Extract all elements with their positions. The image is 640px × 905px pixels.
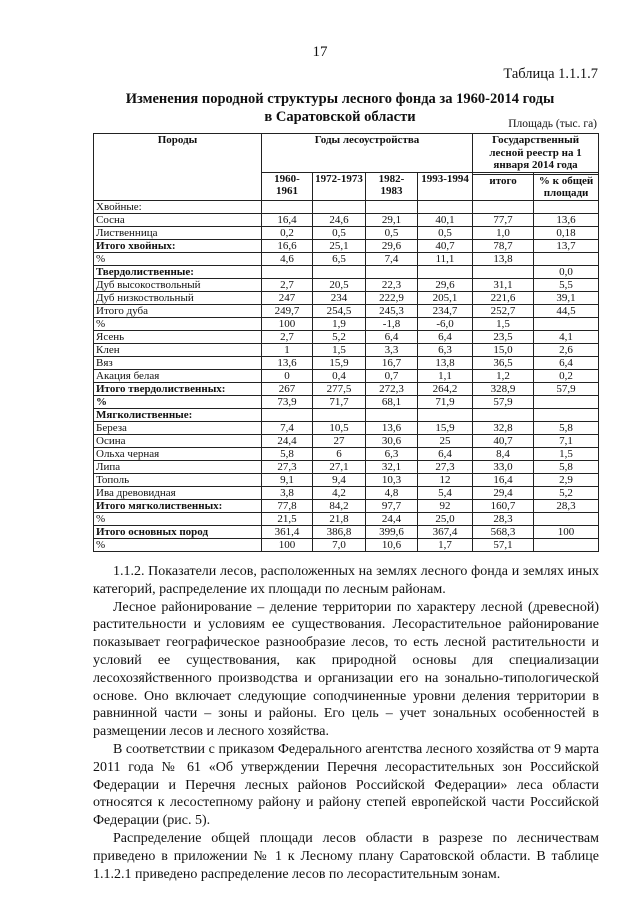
title-line-2: в Саратовской области (264, 109, 416, 125)
species-name-cell: % (94, 317, 262, 330)
value-cell: 13,6 (366, 421, 418, 434)
header-survey-years: Годы лесоустройства (262, 134, 473, 173)
value-cell: 12 (418, 473, 473, 486)
value-cell: 24,4 (262, 434, 313, 447)
value-cell: 1 (262, 343, 313, 356)
value-cell: 23,5 (473, 330, 534, 343)
value-cell (473, 408, 534, 421)
value-cell: 0,2 (262, 226, 313, 239)
table-row (94, 447, 599, 460)
value-cell: 0,5 (366, 226, 418, 239)
value-cell: 28,3 (473, 512, 534, 525)
value-cell: 254,5 (313, 304, 366, 317)
value-cell: 15,9 (313, 356, 366, 369)
species-name-cell: Сосна (94, 213, 262, 226)
value-cell: 78,7 (473, 239, 534, 252)
value-cell: 40,7 (473, 434, 534, 447)
value-cell: 2,7 (262, 278, 313, 291)
value-cell: 361,4 (262, 525, 313, 538)
value-cell: 20,5 (313, 278, 366, 291)
table-row (94, 499, 599, 512)
value-cell: 33,0 (473, 460, 534, 473)
value-cell: 6,4 (418, 330, 473, 343)
value-cell: 100 (262, 317, 313, 330)
value-cell: 0,7 (366, 369, 418, 382)
value-cell: 22,3 (366, 278, 418, 291)
value-cell: 71,7 (313, 395, 366, 408)
table-row (94, 460, 599, 473)
species-name-cell: Лиственница (94, 226, 262, 239)
value-cell: 264,2 (418, 382, 473, 395)
species-name-cell: Клен (94, 343, 262, 356)
value-cell: 7,4 (262, 421, 313, 434)
value-cell (313, 408, 366, 421)
value-cell: 3,8 (262, 486, 313, 499)
table-row (94, 512, 599, 525)
value-cell: 6,4 (366, 330, 418, 343)
value-cell: 29,6 (418, 278, 473, 291)
value-cell: 15,0 (473, 343, 534, 356)
value-cell: 57,9 (473, 395, 534, 408)
value-cell: 40,7 (418, 239, 473, 252)
value-cell: 2,6 (534, 343, 599, 356)
table-row (94, 278, 599, 291)
value-cell: 5,2 (534, 486, 599, 499)
value-cell: 10,5 (313, 421, 366, 434)
table-row (94, 239, 599, 252)
value-cell: 10,3 (366, 473, 418, 486)
value-cell: 31,1 (473, 278, 534, 291)
paragraph: Лесное районирование – деление территории по характеру лесной (древесной) растительности и условиям ее существования. Лесорастительное районирование показывает географическое разнообразие лесов, то есть лесной растительности и условий ее существования, как природной основы для специализации лесохозяйственного производства и организации его на зонально-типологической основе. Оно включает следующие соподчиненные уровни деления территории в равнинной части – зоны и районы. Его цель – учет зональных особенностей в размещении лесов и лесного хозяйства. (93, 599, 599, 740)
value-cell: 97,7 (366, 499, 418, 512)
value-cell: 32,1 (366, 460, 418, 473)
value-cell: 71,9 (418, 395, 473, 408)
species-name-cell: Ясень (94, 330, 262, 343)
species-name-cell: Мягколиственные: (94, 408, 262, 421)
table-row (94, 200, 599, 213)
value-cell: 8,4 (473, 447, 534, 460)
value-cell: 13,6 (262, 356, 313, 369)
value-cell (418, 200, 473, 213)
value-cell: 2,9 (534, 473, 599, 486)
table-row (94, 213, 599, 226)
value-cell: 100 (534, 525, 599, 538)
value-cell: 6,3 (366, 447, 418, 460)
value-cell: 29,1 (366, 213, 418, 226)
value-cell (262, 265, 313, 278)
header-registry: Государственный лесной реестр на 1 января 2014 года (473, 134, 599, 173)
table-row (94, 356, 599, 369)
value-cell: -1,8 (366, 317, 418, 330)
value-cell: 16,6 (262, 239, 313, 252)
value-cell: 234,7 (418, 304, 473, 317)
header-total: итого (473, 174, 534, 200)
value-cell: 160,7 (473, 499, 534, 512)
value-cell: 25,0 (418, 512, 473, 525)
value-cell: 27,1 (313, 460, 366, 473)
value-cell: 6 (313, 447, 366, 460)
paragraph: 1.1.2. Показатели лесов, расположенных на землях лесного фонда и землях иных категорий, распределение их площади по лесным районам. (93, 564, 599, 597)
value-cell: 57,9 (534, 382, 599, 395)
value-cell: 1,0 (473, 226, 534, 239)
value-cell: 25,1 (313, 239, 366, 252)
paragraph: Распределение общей площади лесов области в разрезе по лесничествам приведено в приложении № 1 к Лесному плану Саратовской области. В таблице 1.1.2.1 приведено распределение лесов по лесорастительным зонам. (93, 830, 599, 882)
paragraph: В соответствии с приказом Федерального агентства лесного хозяйства от 9 марта 2011 года № 61 «Об утверждении Перечня лесорастительных зон Российской Федерации и Перечня лесных районов Российской Федерации» леса области относятся к лесостепному району и району степей европейской части Российской Федерации (рис. 5). (93, 741, 599, 829)
table-row (94, 382, 599, 395)
value-cell: 11,1 (418, 252, 473, 265)
value-cell: 249,7 (262, 304, 313, 317)
value-cell (534, 408, 599, 421)
value-cell: 0,0 (534, 265, 599, 278)
value-cell (366, 200, 418, 213)
value-cell: 29,6 (366, 239, 418, 252)
value-cell (366, 408, 418, 421)
value-cell: 247 (262, 291, 313, 304)
species-name-cell: % (94, 252, 262, 265)
value-cell: 13,6 (534, 213, 599, 226)
value-cell: 0,4 (313, 369, 366, 382)
value-cell (418, 265, 473, 278)
value-cell: 39,1 (534, 291, 599, 304)
table-row (94, 421, 599, 434)
value-cell: 27 (313, 434, 366, 447)
header-year-3: 1982-1983 (366, 172, 418, 200)
value-cell: 1,7 (418, 538, 473, 551)
value-cell: 27,3 (262, 460, 313, 473)
value-cell (534, 200, 599, 213)
species-name-cell: Липа (94, 460, 262, 473)
value-cell: 4,2 (313, 486, 366, 499)
value-cell: -6,0 (418, 317, 473, 330)
value-cell: 7,0 (313, 538, 366, 551)
header-share: % к общей площади (534, 174, 599, 200)
value-cell: 24,4 (366, 512, 418, 525)
value-cell: 27,3 (418, 460, 473, 473)
value-cell: 0,5 (313, 226, 366, 239)
species-name-cell: Ольха черная (94, 447, 262, 460)
value-cell: 205,1 (418, 291, 473, 304)
value-cell: 367,4 (418, 525, 473, 538)
value-cell: 4,6 (262, 252, 313, 265)
value-cell: 36,5 (473, 356, 534, 369)
value-cell: 77,8 (262, 499, 313, 512)
table-row (94, 317, 599, 330)
value-cell: 6,4 (534, 356, 599, 369)
value-cell: 29,4 (473, 486, 534, 499)
table-row (94, 252, 599, 265)
value-cell: 234 (313, 291, 366, 304)
species-name-cell: Итого основных пород (94, 525, 262, 538)
value-cell (366, 265, 418, 278)
value-cell: 6,4 (418, 447, 473, 460)
value-cell: 7,1 (534, 434, 599, 447)
value-cell: 25 (418, 434, 473, 447)
value-cell: 13,8 (473, 252, 534, 265)
value-cell (313, 265, 366, 278)
value-cell: 24,6 (313, 213, 366, 226)
table-row (94, 525, 599, 538)
species-name-cell: Итого твердолиственных: (94, 382, 262, 395)
value-cell: 328,9 (473, 382, 534, 395)
species-table (93, 133, 599, 552)
body-text (93, 563, 599, 883)
value-cell: 1,5 (313, 343, 366, 356)
species-name-cell: Береза (94, 421, 262, 434)
table-label: Таблица 1.1.1.7 (503, 66, 598, 82)
table-row (94, 343, 599, 356)
value-cell: 568,3 (473, 525, 534, 538)
value-cell: 222,9 (366, 291, 418, 304)
value-cell: 57,1 (473, 538, 534, 551)
header-year-4: 1993-1994 (418, 172, 473, 200)
value-cell (534, 317, 599, 330)
value-cell: 5,8 (534, 460, 599, 473)
value-cell (418, 408, 473, 421)
value-cell (262, 408, 313, 421)
value-cell: 10,6 (366, 538, 418, 551)
value-cell: 386,8 (313, 525, 366, 538)
table-row (94, 408, 599, 421)
species-name-cell: % (94, 395, 262, 408)
value-cell: 9,4 (313, 473, 366, 486)
value-cell: 399,6 (366, 525, 418, 538)
value-cell (473, 265, 534, 278)
value-cell: 9,1 (262, 473, 313, 486)
value-cell (262, 200, 313, 213)
title-line-1: Изменения породной структуры лесного фонда за 1960-2014 годы (125, 91, 555, 107)
value-cell: 28,3 (534, 499, 599, 512)
value-cell: 1,1 (418, 369, 473, 382)
value-cell: 44,5 (534, 304, 599, 317)
value-cell: 0,5 (418, 226, 473, 239)
value-cell: 7,4 (366, 252, 418, 265)
table-body (94, 200, 599, 551)
value-cell: 277,5 (313, 382, 366, 395)
value-cell: 1,2 (473, 369, 534, 382)
header-year-2: 1972-1973 (313, 172, 366, 200)
page-number: 17 (312, 44, 328, 60)
table-row (94, 395, 599, 408)
value-cell: 5,8 (534, 421, 599, 434)
value-cell: 5,2 (313, 330, 366, 343)
header-year-1: 1960-1961 (262, 172, 313, 200)
value-cell: 21,8 (313, 512, 366, 525)
value-cell (534, 252, 599, 265)
value-cell: 221,6 (473, 291, 534, 304)
value-cell: 32,8 (473, 421, 534, 434)
value-cell: 252,7 (473, 304, 534, 317)
value-cell: 5,4 (418, 486, 473, 499)
table-row (94, 304, 599, 317)
value-cell: 3,3 (366, 343, 418, 356)
table-row (94, 538, 599, 551)
species-name-cell: Итого хвойных: (94, 239, 262, 252)
species-name-cell: Итого дуба (94, 304, 262, 317)
species-name-cell: Дуб высокоствольный (94, 278, 262, 291)
species-name-cell: Дуб низкоствольный (94, 291, 262, 304)
value-cell (534, 395, 599, 408)
table-row (94, 369, 599, 382)
species-name-cell: Вяз (94, 356, 262, 369)
species-name-cell: % (94, 538, 262, 551)
table-row (94, 291, 599, 304)
value-cell: 2,7 (262, 330, 313, 343)
value-cell: 40,1 (418, 213, 473, 226)
value-cell: 13,8 (418, 356, 473, 369)
species-name-cell: Твердолиственные: (94, 265, 262, 278)
table-row (94, 265, 599, 278)
value-cell: 0,18 (534, 226, 599, 239)
value-cell: 16,7 (366, 356, 418, 369)
value-cell: 21,5 (262, 512, 313, 525)
value-cell: 84,2 (313, 499, 366, 512)
value-cell: 0 (262, 369, 313, 382)
table-row (94, 226, 599, 239)
value-cell (473, 200, 534, 213)
species-name-cell: % (94, 512, 262, 525)
table-row (94, 434, 599, 447)
table-row (94, 330, 599, 343)
value-cell: 92 (418, 499, 473, 512)
value-cell: 13,7 (534, 239, 599, 252)
value-cell: 267 (262, 382, 313, 395)
value-cell: 5,5 (534, 278, 599, 291)
value-cell (534, 538, 599, 551)
species-name-cell: Хвойные: (94, 200, 262, 213)
unit-label: Площадь (тыс. га) (508, 118, 597, 130)
value-cell: 77,7 (473, 213, 534, 226)
value-cell (534, 512, 599, 525)
value-cell: 16,4 (262, 213, 313, 226)
table-row (94, 473, 599, 486)
value-cell: 272,3 (366, 382, 418, 395)
species-name-cell: Ива древовидная (94, 486, 262, 499)
species-name-cell: Осина (94, 434, 262, 447)
value-cell: 1,5 (473, 317, 534, 330)
header-species: Породы (94, 134, 262, 201)
value-cell: 245,3 (366, 304, 418, 317)
species-name-cell: Акация белая (94, 369, 262, 382)
value-cell: 6,5 (313, 252, 366, 265)
value-cell: 16,4 (473, 473, 534, 486)
value-cell: 73,9 (262, 395, 313, 408)
value-cell: 6,3 (418, 343, 473, 356)
value-cell: 0,2 (534, 369, 599, 382)
value-cell: 15,9 (418, 421, 473, 434)
value-cell: 1,5 (534, 447, 599, 460)
table-row (94, 486, 599, 499)
species-name-cell: Итого мягколиственных: (94, 499, 262, 512)
species-name-cell: Тополь (94, 473, 262, 486)
value-cell: 4,1 (534, 330, 599, 343)
value-cell: 5,8 (262, 447, 313, 460)
value-cell: 68,1 (366, 395, 418, 408)
value-cell: 30,6 (366, 434, 418, 447)
value-cell: 100 (262, 538, 313, 551)
value-cell: 1,9 (313, 317, 366, 330)
value-cell (313, 200, 366, 213)
value-cell: 4,8 (366, 486, 418, 499)
